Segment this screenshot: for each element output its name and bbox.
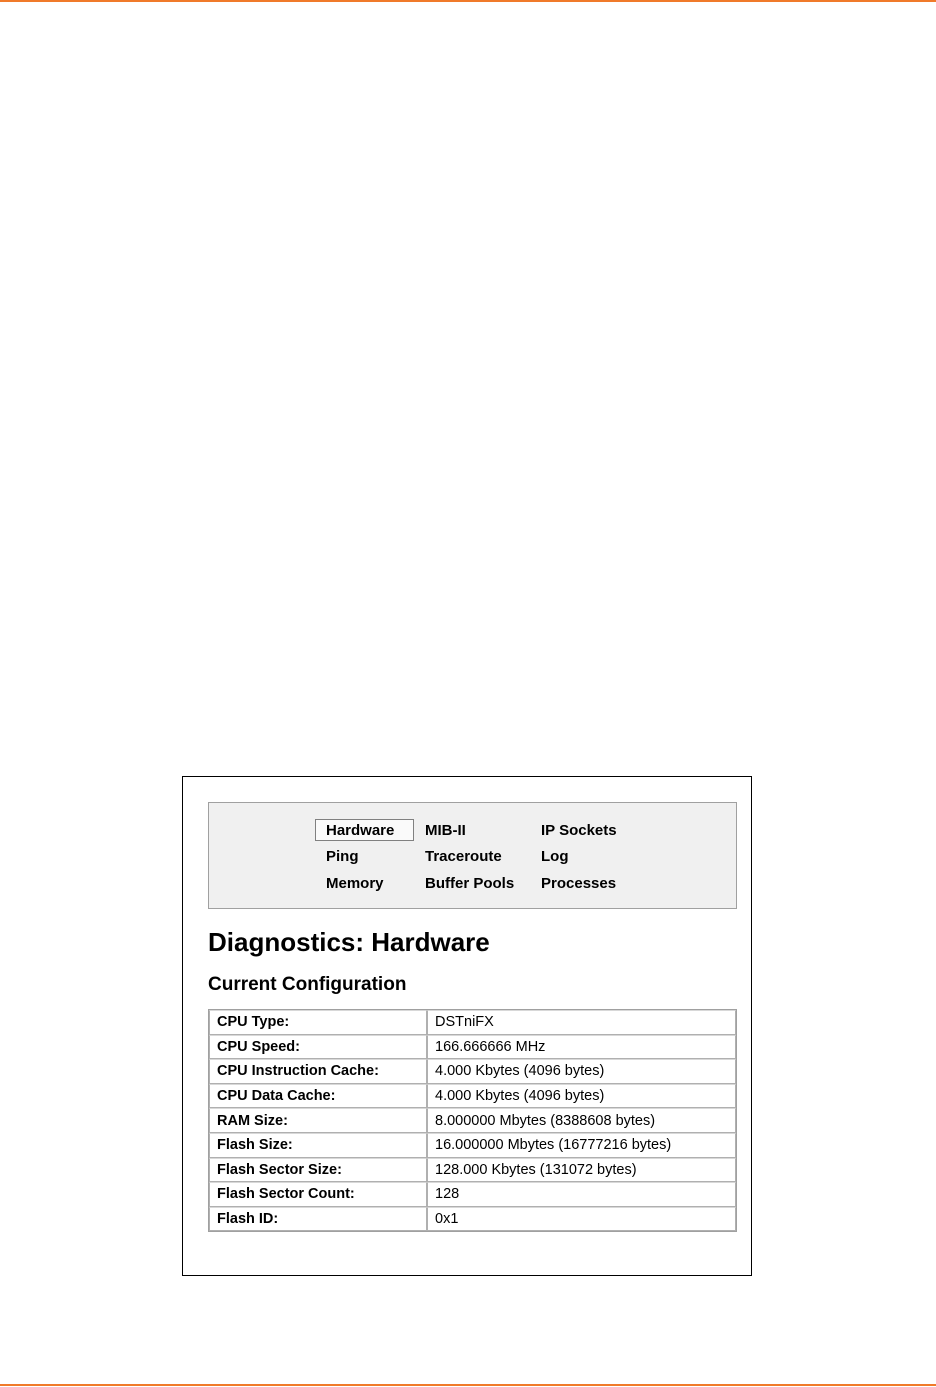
configuration-table	[208, 1009, 737, 1232]
row-label: Flash Sector Count:	[209, 1182, 427, 1207]
menu-item-hardware[interactable]: Hardware	[315, 819, 414, 841]
menu-item-traceroute[interactable]: Traceroute	[425, 848, 502, 865]
section-title: Current Configuration	[208, 974, 407, 995]
row-label: CPU Instruction Cache:	[209, 1059, 427, 1084]
row-value: 16.000000 Mbytes (16777216 bytes)	[427, 1133, 736, 1158]
row-value: 166.666666 MHz	[427, 1035, 736, 1060]
menu-grid	[315, 819, 630, 899]
row-label: CPU Type:	[209, 1010, 427, 1035]
row-value: 128.000 Kbytes (131072 bytes)	[427, 1158, 736, 1183]
table-row	[209, 1035, 736, 1060]
row-value: 4.000 Kbytes (4096 bytes)	[427, 1084, 736, 1109]
row-label: Flash Sector Size:	[209, 1158, 427, 1183]
row-label: CPU Speed:	[209, 1035, 427, 1060]
menu-item-ip-sockets[interactable]: IP Sockets	[541, 821, 617, 839]
menu-item-memory[interactable]: Memory	[326, 874, 384, 892]
table-row	[209, 1108, 736, 1133]
menu-item-log[interactable]: Log	[541, 848, 569, 865]
bottom-rule	[0, 1384, 936, 1386]
menu-item-mib-ii[interactable]: MIB-II	[425, 821, 466, 839]
row-value: 0x1	[427, 1207, 736, 1232]
menu-item-ping[interactable]: Ping	[326, 848, 359, 865]
top-rule	[0, 0, 936, 2]
row-value: 8.000000 Mbytes (8388608 bytes)	[427, 1108, 736, 1133]
table-row	[209, 1158, 736, 1183]
row-value: 128	[427, 1182, 736, 1207]
row-label: CPU Data Cache:	[209, 1084, 427, 1109]
row-label: Flash ID:	[209, 1207, 427, 1232]
table-row	[209, 1133, 736, 1158]
row-value: DSTniFX	[427, 1010, 736, 1035]
table-row	[209, 1084, 736, 1109]
row-label: Flash Size:	[209, 1133, 427, 1158]
table-row	[209, 1182, 736, 1207]
diagnostics-menu	[208, 802, 737, 909]
page-title: Diagnostics: Hardware	[208, 927, 490, 957]
table-row	[209, 1059, 736, 1084]
menu-item-buffer-pools[interactable]: Buffer Pools	[425, 874, 515, 892]
row-value: 4.000 Kbytes (4096 bytes)	[427, 1059, 736, 1084]
table-row	[209, 1010, 736, 1035]
menu-item-processes[interactable]: Processes	[541, 874, 617, 892]
row-label: RAM Size:	[209, 1108, 427, 1133]
table-row	[209, 1207, 736, 1232]
screenshot-frame	[182, 776, 752, 1276]
